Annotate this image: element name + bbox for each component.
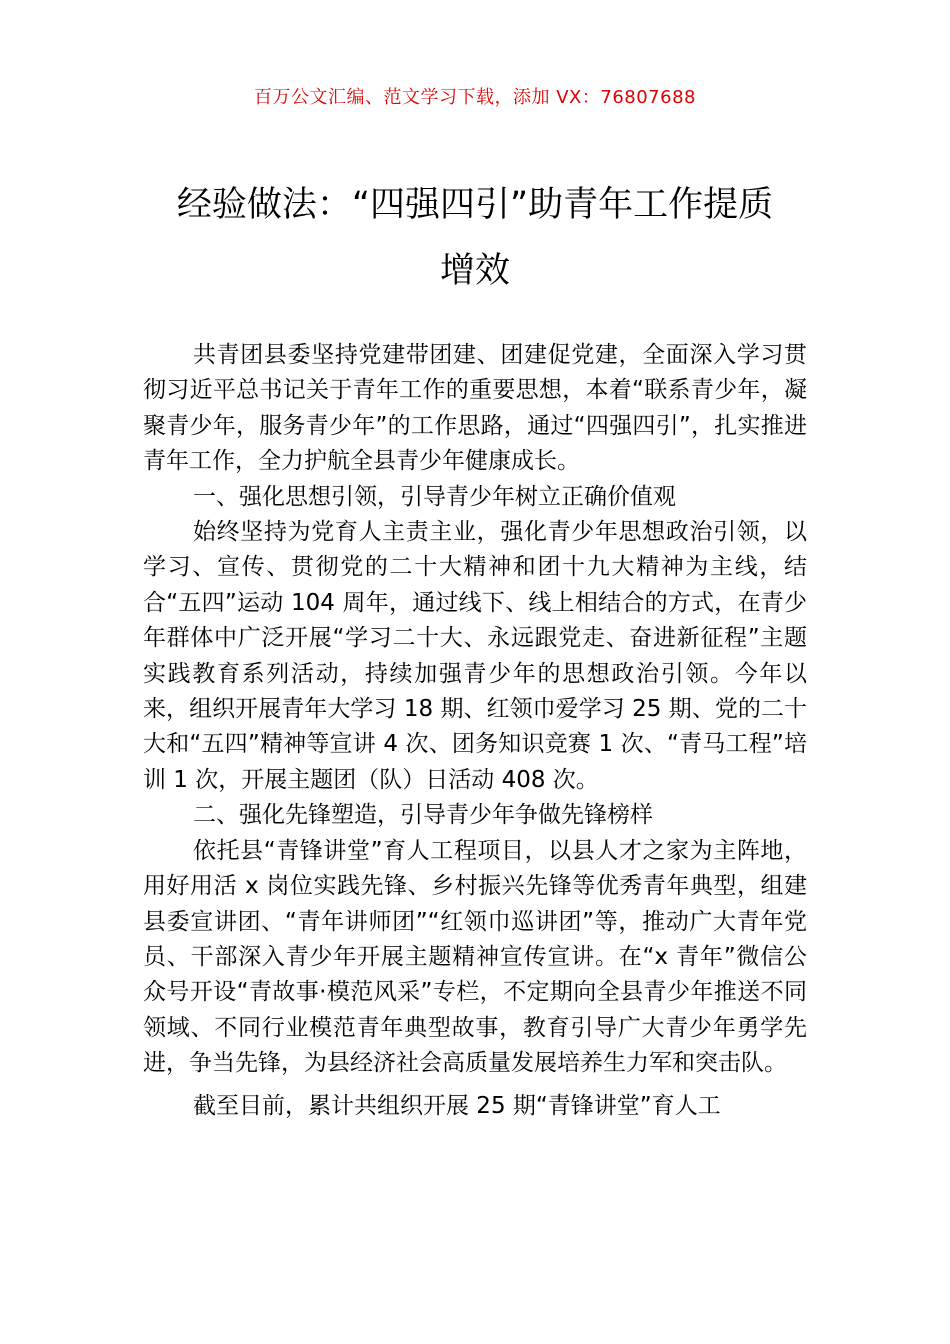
section-heading-1: 一、强化思想引领，引导青少年树立正确价值观 xyxy=(193,483,676,510)
section-1-paragraph: 始终坚持为党育人主责主业，强化青少年思想政治引领，以学习、宣传、贯彻党的二十大精神和团十九大精神为主线，结合“五四”运动 104 周年，通过线下、线上相结合的方式，在青少年群体中广泛开展“学习二十大、永远跟党走、奋进新征程”主题实践教育系列活动，持续加强青少年的思想政治引领。今年以来，组织开展青年大学习 18 期、红领巾爱学习 25 期、党的二十大和“五四”精神等宣讲 4 次、团务知识竞赛 1 次、“青马工程”培训 1 次，开展主题团（队）日活动 408 次。 xyxy=(143,519,807,793)
intro-paragraph: 共青团县委坚持党建带团建、团建促党建，全面深入学习贯彻习近平总书记关于青年工作的重要思想，本着“联系青少年，凝聚青少年，服务青少年”的工作思路，通过“四强四引”，扎实推进青年工作，全力护航全县青少年健康成长。 xyxy=(143,342,807,475)
document-title-line-2: 增效 xyxy=(439,251,510,291)
document-title xyxy=(130,172,820,304)
section-2-continuation-paragraph: 截至目前，累计共组织开展 25 期“青锋讲堂”育人工 xyxy=(193,1092,721,1119)
document-body xyxy=(143,338,807,1124)
document-title-line-1: 经验做法：“四强四引”助青年工作提质 xyxy=(176,185,774,225)
section-2-paragraph: 依托县“青锋讲堂”育人工程项目，以县人才之家为主阵地，用好用活 x 岗位实践先锋、乡村振兴先锋等优秀青年典型，组建县委宣讲团、“青年讲师团”“红领巾巡讲团”等，推动广大青年党员、干部深入青少年开展主题精神宣传宣讲。在“x 青年”微信公众号开设“青故事·模范风采”专栏，不定期向全县青少年推送不同领域、不同行业模范青年典型故事，教育引导广大青少年勇学先进，争当先锋，为县经济社会高质量发展培养生力军和突击队。 xyxy=(143,837,807,1077)
section-heading-2: 二、强化先锋塑造，引导青少年争做先锋榜样 xyxy=(193,802,653,829)
header-watermark-note: 百万公文汇编、范文学习下载，添加 VX：76807688 xyxy=(254,87,696,108)
